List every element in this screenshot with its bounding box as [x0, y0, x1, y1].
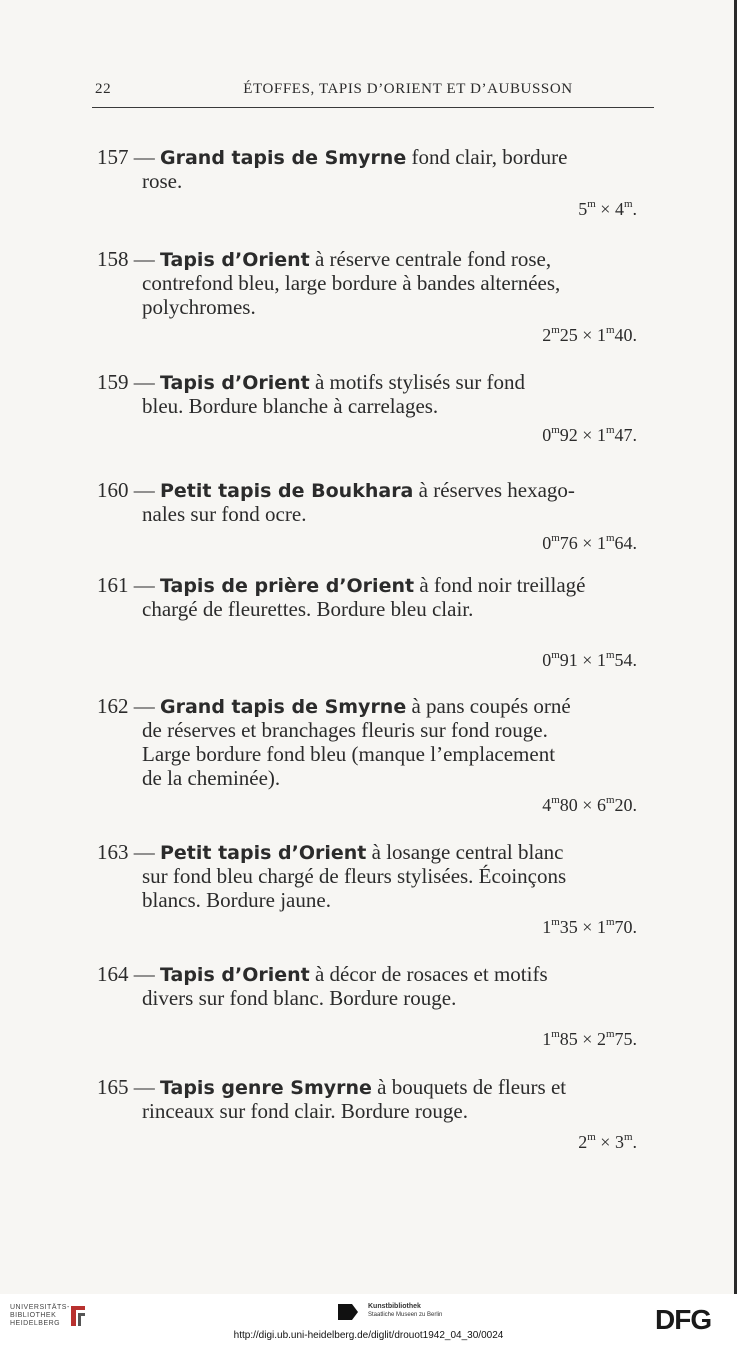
- dimensions: 1$^m$85 × 2$^m$75.: [542, 1028, 637, 1049]
- entry-title: Petit tapis de Boukhara: [160, 480, 414, 502]
- dimensions: 5$^m$ × 4$^m$.: [578, 198, 637, 219]
- lot-number: 158: [97, 247, 129, 271]
- running-title: ÉTOFFES, TAPIS D’ORIENT ET D’AUBUSSON: [243, 81, 573, 97]
- entry-title: Tapis d’Orient: [160, 372, 310, 394]
- dimensions: 2$^m$25 × 1$^m$40.: [542, 324, 637, 345]
- dimensions: 4$^m$80 × 6$^m$20.: [542, 794, 637, 815]
- lot-number: 165: [97, 1075, 129, 1099]
- dfg-logo[interactable]: DFG: [655, 1304, 712, 1335]
- entry-title: Petit tapis d’Orient: [160, 842, 367, 864]
- dimensions: 0$^m$92 × 1$^m$47.: [542, 424, 637, 445]
- heidelberg-mark-icon: [67, 1302, 89, 1330]
- lot-number: 160: [97, 478, 129, 502]
- entry-title: Grand tapis de Smyrne: [160, 696, 407, 718]
- lot-number: 157: [97, 145, 129, 169]
- dimensions: 1$^m$35 × 1$^m$70.: [542, 916, 637, 937]
- lot-number: 159: [97, 370, 129, 394]
- permalink-url[interactable]: http://digi.ub.uni-heidelberg.de/diglit/drouot1942_04_30/0024: [233, 1330, 504, 1341]
- lot-number: 163: [97, 840, 129, 864]
- scanned-page: 22 ÉTOFFES, TAPIS D’ORIENT ET D’AUBUSSON 157 — Grand tapis de Smyrne fond clair, bordure rose. 5$^m$ × 4$^m$. 158 — Tapis d’Orient à réserve centrale fond rose, contrefond bleu, large bordure à bandes alternées, polychromes. 2$^m$25 × 1$^m$40. 159 — Tapis d’Orient à motifs stylisés sur fond bleu. Bordure blanche à carrelages. 0$^m$92 × 1$^m$47. 160 — Petit tapis de Boukhara à réserves hexago- nales sur fond ocre. 0$^m$76 × 1$^m$64. 161 — Tapis de prière d’Orient à fond noir treillagé chargé de fleurettes. Bordure bleu clair. 0$^m$91 × 1$^m$54. 162 — Grand tapis de Smyrne à pans coupés orné de réserves et branchages fleuris sur fond rouge. Large bordure fond bleu (manque l’emplacement de la cheminée). 4$^m$80 × 6$^m$20. 163 — Petit tapis d’Orient à losange central blanc sur fond bleu chargé de fleurs stylisées. Écoinçons blancs. Bordure jaune. 1$^m$35 × 1$^m$70. 164 — Tapis d’Orient à décor de rosaces et motifs divers sur fond blanc. Bordure rouge. 1$^m$85 × 2$^m$75. 165 — Tapis genre Smyrne à bouquets de fleurs et rinceaux sur fond clair. Bordure rouge. 2$^m$ × 3$^m$.: [0, 0, 737, 1294]
- entry-title: Tapis d’Orient: [160, 249, 310, 271]
- dimensions: 2$^m$ × 3$^m$.: [578, 1131, 637, 1152]
- heidelberg-library-logo[interactable]: UNIVERSITÄTS- BIBLIOTHEK HEIDELBERG: [10, 1304, 70, 1327]
- dimensions: 0$^m$91 × 1$^m$54.: [542, 649, 637, 670]
- lot-number: 162: [97, 694, 129, 718]
- lot-number: 164: [97, 962, 129, 986]
- running-header: [92, 78, 654, 108]
- viewer-footer: [0, 1294, 737, 1347]
- kunstbibliothek-logo[interactable]: Kunstbibliothek Staatliche Museen zu Berlin: [368, 1303, 443, 1318]
- entry-title: Tapis de prière d’Orient: [160, 575, 415, 597]
- page-number: 22: [95, 81, 112, 97]
- dimensions: 0$^m$76 × 1$^m$64.: [542, 532, 637, 553]
- entry-title: Tapis d’Orient: [160, 964, 310, 986]
- lot-number: 161: [97, 573, 129, 597]
- entry-title: Tapis genre Smyrne: [160, 1077, 372, 1099]
- entry-title: Grand tapis de Smyrne: [160, 147, 407, 169]
